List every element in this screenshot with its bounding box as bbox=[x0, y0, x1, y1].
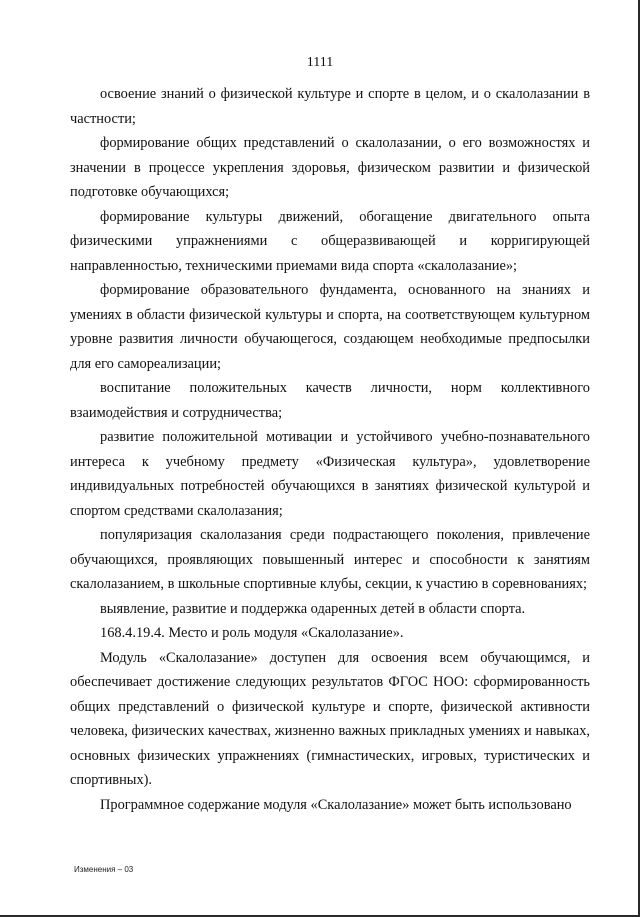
paragraph: Модуль «Скалолазание» доступен для освоения всем обучающимся, и обеспечивает достижение следующих результатов ФГОС НОО: сформированность общих представлений о физической культуре и спорте, физической активности человека, физических качествах, жизненно важных прикладных умениях и навыках, основных физических упражнениях (гимнастических, игровых, туристических и спортивных). bbox=[70, 649, 590, 788]
paragraph: Программное содержание модуля «Скалолазание» может быть использовано bbox=[100, 796, 572, 813]
paragraph: освоение знаний о физической культуре и спорте в целом, и о скалолазании в частности; bbox=[70, 86, 590, 127]
paragraph: воспитание положительных качеств личности, норм коллективного взаимодействия и сотрудничества; bbox=[70, 380, 590, 421]
section-heading: 168.4.19.4. Место и роль модуля «Скалолазание». bbox=[100, 625, 404, 641]
page-number: 1111 bbox=[306, 55, 334, 70]
paragraph: формирование образовательного фундамента, основанного на знаниях и умениях в области физической культуры и спорта, на соответствующем культурном уровне развития личности обучающегося, создающем необходимые предпосылки для его самореализации; bbox=[70, 282, 590, 372]
paragraph: развитие положительной мотивации и устойчивого учебно-познавательного интереса к учебному предмету «Физическая культура», удовлетворение индивидуальных потребностей обучающихся в занятиях физической культурой и спортом средствами скалолазания; bbox=[70, 429, 590, 519]
revision-note: Изменения – 03 bbox=[74, 865, 134, 874]
paragraph: выявление, развитие и поддержка одаренных детей в области спорта. bbox=[100, 600, 526, 617]
paragraph: популяризация скалолазания среди подрастающего поколения, привлечение обучающихся, проявляющих повышенный интерес и способности к занятиям скалолазанием, в школьные спортивные клубы, секции, к участию в соревнованиях; bbox=[70, 527, 590, 592]
paragraph: формирование общих представлений о скалолазании, о его возможностях и значении в процессе укрепления здоровья, физическом развитии и физической подготовке обучающихся; bbox=[70, 135, 590, 200]
document-body bbox=[70, 82, 590, 817]
paragraph: формирование культуры движений, обогащение двигательного опыта физическими упражнениями с общеразвивающей и корригирующей направленностью, техническими приемами вида спорта «скалолазание»; bbox=[70, 208, 590, 274]
